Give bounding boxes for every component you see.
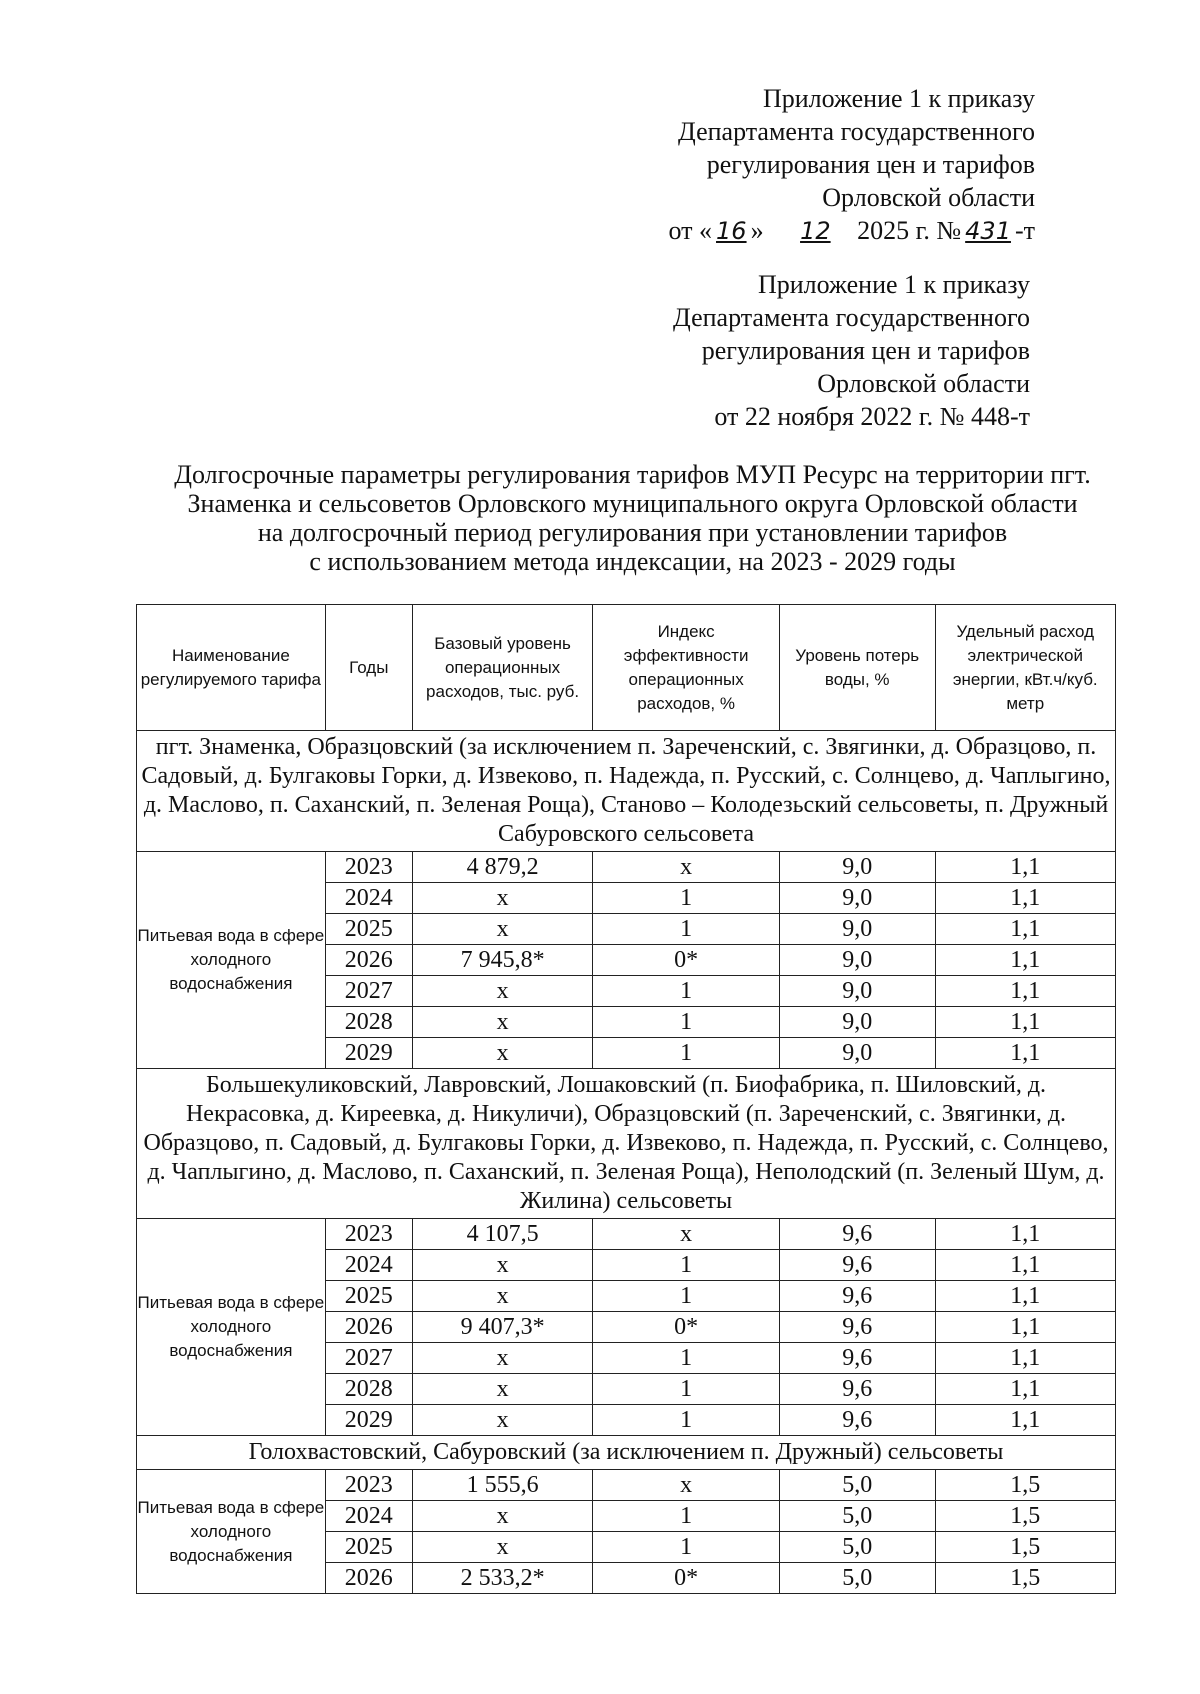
base-opex-cell: 7 945,8*: [412, 945, 592, 976]
handwritten-number: 431: [965, 217, 1011, 245]
base-opex-cell: 1 555,6: [412, 1470, 592, 1501]
energy-rate-cell: 1,1: [935, 1219, 1116, 1250]
efficiency-index-cell: 0*: [593, 945, 780, 976]
water-loss-cell: 9,0: [779, 1007, 935, 1038]
section-title: пгт. Знаменка, Образцовский (за исключением п. Зареченский, с. Звягинки, д. Образцово, п. Садовый, д. Булгаковы Горки, д. Извеково, п. Надежда, п. Русский, с. Солнцево, д. Чаплыгино, д. Маслово, п. Саханский, п. Зеленая Роща), Станово – Колодезьский сельсоветы, п. Дружный Сабуровского сельсовета: [137, 731, 1116, 852]
table-row: [137, 852, 1116, 883]
year-cell: 2029: [325, 1405, 412, 1436]
year-cell: 2026: [325, 945, 412, 976]
header-years: Годы: [325, 605, 412, 731]
base-opex-cell: x: [412, 1250, 592, 1281]
date-prefix: от «: [668, 216, 713, 245]
service-name: Питьевая вода в сфере холодного водоснабжения: [137, 1470, 326, 1594]
table-row: [137, 1219, 1116, 1250]
water-loss-cell: 5,0: [779, 1470, 935, 1501]
base-opex-cell: x: [412, 1532, 592, 1563]
base-opex-cell: x: [412, 914, 592, 945]
header-base-opex: Базовый уровень операционных расходов, тыс. руб.: [412, 605, 592, 731]
water-loss-cell: 5,0: [779, 1563, 935, 1594]
water-loss-cell: 9,0: [779, 945, 935, 976]
year-cell: 2025: [325, 1281, 412, 1312]
energy-rate-cell: 1,1: [935, 1405, 1116, 1436]
energy-rate-cell: 1,1: [935, 976, 1116, 1007]
energy-rate-cell: 1,1: [935, 1250, 1116, 1281]
year-cell: 2025: [325, 914, 412, 945]
energy-rate-cell: 1,1: [935, 914, 1116, 945]
section-title-row: [137, 1069, 1116, 1219]
water-loss-cell: 9,6: [779, 1343, 935, 1374]
efficiency-index-cell: x: [593, 1470, 780, 1501]
header-line: Орловской области: [817, 369, 1030, 398]
header-line: Департамента государственного: [673, 303, 1030, 332]
table-row: [137, 1470, 1116, 1501]
year-cell: 2024: [325, 1250, 412, 1281]
header-line: регулирования цен и тарифов: [706, 150, 1035, 179]
year-cell: 2023: [325, 1219, 412, 1250]
base-opex-cell: x: [412, 883, 592, 914]
energy-rate-cell: 1,1: [935, 1281, 1116, 1312]
energy-rate-cell: 1,1: [935, 1312, 1116, 1343]
efficiency-index-cell: 1: [593, 1405, 780, 1436]
efficiency-index-cell: 1: [593, 883, 780, 914]
energy-rate-cell: 1,1: [935, 852, 1116, 883]
header-water-loss: Уровень потерь воды, %: [779, 605, 935, 731]
water-loss-cell: 9,6: [779, 1281, 935, 1312]
header-line: регулирования цен и тарифов: [701, 336, 1030, 365]
base-opex-cell: 4 879,2: [412, 852, 592, 883]
service-name: Питьевая вода в сфере холодного водоснабжения: [137, 852, 326, 1069]
efficiency-index-cell: x: [593, 1219, 780, 1250]
year-cell: 2023: [325, 1470, 412, 1501]
header-line: Орловской области: [822, 183, 1035, 212]
header-line: от 22 ноября 2022 г. № 448-т: [714, 402, 1030, 431]
energy-rate-cell: 1,1: [935, 1374, 1116, 1405]
water-loss-cell: 9,0: [779, 883, 935, 914]
efficiency-index-cell: 1: [593, 1281, 780, 1312]
energy-rate-cell: 1,1: [935, 1007, 1116, 1038]
year-cell: 2026: [325, 1312, 412, 1343]
efficiency-index-cell: 1: [593, 1374, 780, 1405]
energy-rate-cell: 1,5: [935, 1501, 1116, 1532]
water-loss-cell: 9,6: [779, 1312, 935, 1343]
efficiency-index-cell: 1: [593, 1007, 780, 1038]
efficiency-index-cell: 0*: [593, 1312, 780, 1343]
base-opex-cell: x: [412, 1343, 592, 1374]
appendix-header-new: [668, 82, 1035, 248]
base-opex-cell: x: [412, 1038, 592, 1069]
handwritten-month: 12: [800, 217, 831, 245]
title-line: на долгосрочный период регулирования при установлении тарифов: [257, 518, 1008, 547]
base-opex-cell: 9 407,3*: [412, 1312, 592, 1343]
base-opex-cell: x: [412, 1405, 592, 1436]
header-line: Приложение 1 к приказу: [757, 270, 1030, 299]
base-opex-cell: x: [412, 1501, 592, 1532]
efficiency-index-cell: 1: [593, 1343, 780, 1374]
date-mid: »: [750, 216, 764, 245]
year-cell: 2028: [325, 1007, 412, 1038]
header-energy-rate: Удельный расход электрической энергии, кВт.ч/куб. метр: [935, 605, 1116, 731]
section-title: Голохвастовский, Сабуровский (за исключением п. Дружный) сельсоветы: [137, 1436, 1116, 1470]
base-opex-cell: 4 107,5: [412, 1219, 592, 1250]
header-line: Департамента государственного: [678, 117, 1035, 146]
efficiency-index-cell: x: [593, 852, 780, 883]
year-cell: 2029: [325, 1038, 412, 1069]
base-opex-cell: x: [412, 1007, 592, 1038]
section-title-row: [137, 1436, 1116, 1470]
water-loss-cell: 9,6: [779, 1374, 935, 1405]
table-header-row: [137, 605, 1116, 731]
header-tariff-name: Наименование регулируемого тарифа: [137, 605, 326, 731]
tariff-parameters-table: [136, 604, 1116, 1594]
year-cell: 2024: [325, 883, 412, 914]
appendix-header-old: [673, 268, 1030, 433]
water-loss-cell: 5,0: [779, 1501, 935, 1532]
water-loss-cell: 5,0: [779, 1532, 935, 1563]
section-title-row: [137, 731, 1116, 852]
year-cell: 2026: [325, 1563, 412, 1594]
water-loss-cell: 9,0: [779, 976, 935, 1007]
efficiency-index-cell: 1: [593, 1250, 780, 1281]
water-loss-cell: 9,6: [779, 1219, 935, 1250]
energy-rate-cell: 1,1: [935, 1038, 1116, 1069]
number-suffix: -т: [1014, 216, 1035, 245]
water-loss-cell: 9,0: [779, 1038, 935, 1069]
water-loss-cell: 9,6: [779, 1405, 935, 1436]
title-line: Долгосрочные параметры регулирования тарифов МУП Ресурс на территории пгт.: [174, 460, 1091, 489]
header-efficiency-index: Индекс эффективности операционных расходов, %: [593, 605, 780, 731]
energy-rate-cell: 1,1: [935, 1343, 1116, 1374]
water-loss-cell: 9,0: [779, 914, 935, 945]
handwritten-day: 16: [716, 217, 747, 245]
year-text: 2025 г. №: [857, 216, 962, 245]
document-title: [140, 460, 1125, 576]
energy-rate-cell: 1,5: [935, 1563, 1116, 1594]
base-opex-cell: 2 533,2*: [412, 1563, 592, 1594]
energy-rate-cell: 1,1: [935, 945, 1116, 976]
energy-rate-cell: 1,1: [935, 883, 1116, 914]
section-title: Большекуликовский, Лавровский, Лошаковский (п. Биофабрика, п. Шиловский, д. Некрасовка, д. Киреевка, д. Никуличи), Образцовский (п. Зареченский, с. Звягинки, д. Образцово, п. Садовый, д. Булгаковы Горки, д. Извеково, п. Надежда, п. Русский, с. Солнцево, д. Чаплыгино, д. Маслово, п. Саханский, п. Зеленая Роща), Неполодский (п. Зеленый Шум, д. Жилина) сельсоветы: [137, 1069, 1116, 1219]
efficiency-index-cell: 1: [593, 1038, 780, 1069]
year-cell: 2028: [325, 1374, 412, 1405]
order-date-line: [668, 214, 1035, 248]
title-line: Знаменка и сельсоветов Орловского муниципального округа Орловской области: [187, 489, 1078, 518]
efficiency-index-cell: 1: [593, 914, 780, 945]
efficiency-index-cell: 1: [593, 1532, 780, 1563]
base-opex-cell: x: [412, 1281, 592, 1312]
title-line: с использованием метода индексации, на 2023 - 2029 годы: [309, 547, 956, 576]
header-line: Приложение 1 к приказу: [762, 84, 1035, 113]
base-opex-cell: x: [412, 976, 592, 1007]
year-cell: 2025: [325, 1532, 412, 1563]
service-name: Питьевая вода в сфере холодного водоснабжения: [137, 1219, 326, 1436]
year-cell: 2027: [325, 1343, 412, 1374]
efficiency-index-cell: 0*: [593, 1563, 780, 1594]
year-cell: 2023: [325, 852, 412, 883]
efficiency-index-cell: 1: [593, 1501, 780, 1532]
water-loss-cell: 9,6: [779, 1250, 935, 1281]
efficiency-index-cell: 1: [593, 976, 780, 1007]
year-cell: 2024: [325, 1501, 412, 1532]
energy-rate-cell: 1,5: [935, 1470, 1116, 1501]
year-cell: 2027: [325, 976, 412, 1007]
energy-rate-cell: 1,5: [935, 1532, 1116, 1563]
base-opex-cell: x: [412, 1374, 592, 1405]
water-loss-cell: 9,0: [779, 852, 935, 883]
